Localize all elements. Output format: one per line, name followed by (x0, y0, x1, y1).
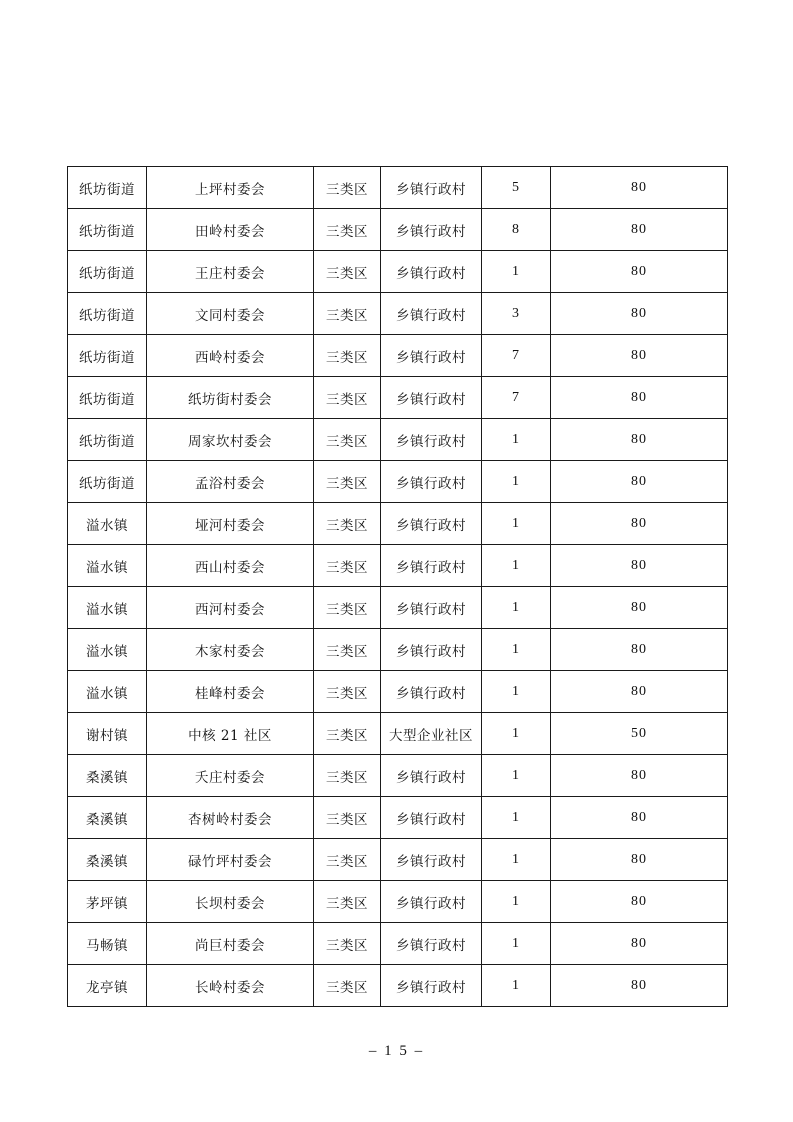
village-cell: 中核 21 社区 (147, 713, 314, 755)
table-row (68, 965, 728, 1007)
village-cell: 垭河村委会 (147, 503, 314, 545)
town-cell: 纸坊街道 (68, 419, 147, 461)
table-row (68, 419, 728, 461)
amount-cell: 80 (551, 629, 728, 671)
town-cell: 纸坊街道 (68, 293, 147, 335)
count-cell: 1 (482, 629, 551, 671)
town-cell: 纸坊街道 (68, 335, 147, 377)
type-cell: 乡镇行政村 (381, 335, 482, 377)
town-cell: 桑溪镇 (68, 839, 147, 881)
village-cell: 文同村委会 (147, 293, 314, 335)
amount-cell: 80 (551, 167, 728, 209)
table-row (68, 587, 728, 629)
table-row (68, 881, 728, 923)
town-cell: 纸坊街道 (68, 209, 147, 251)
town-cell: 桑溪镇 (68, 797, 147, 839)
category-cell: 三类区 (314, 167, 381, 209)
table-row (68, 167, 728, 209)
count-cell: 1 (482, 545, 551, 587)
count-cell: 7 (482, 377, 551, 419)
table-row (68, 629, 728, 671)
type-cell: 乡镇行政村 (381, 587, 482, 629)
town-cell: 纸坊街道 (68, 167, 147, 209)
table-row (68, 461, 728, 503)
count-cell: 1 (482, 755, 551, 797)
count-cell: 8 (482, 209, 551, 251)
category-cell: 三类区 (314, 587, 381, 629)
table-row (68, 209, 728, 251)
town-cell: 纸坊街道 (68, 251, 147, 293)
count-cell: 1 (482, 797, 551, 839)
type-cell: 乡镇行政村 (381, 629, 482, 671)
data-table (67, 166, 728, 1007)
amount-cell: 80 (551, 587, 728, 629)
table-row (68, 251, 728, 293)
table-row (68, 545, 728, 587)
table-row (68, 713, 728, 755)
category-cell: 三类区 (314, 293, 381, 335)
category-cell: 三类区 (314, 965, 381, 1007)
category-cell: 三类区 (314, 461, 381, 503)
amount-cell: 80 (551, 965, 728, 1007)
village-cell: 长坝村委会 (147, 881, 314, 923)
type-cell: 乡镇行政村 (381, 671, 482, 713)
category-cell: 三类区 (314, 839, 381, 881)
count-cell: 1 (482, 461, 551, 503)
village-cell: 木家村委会 (147, 629, 314, 671)
amount-cell: 80 (551, 755, 728, 797)
village-cell: 西岭村委会 (147, 335, 314, 377)
type-cell: 乡镇行政村 (381, 797, 482, 839)
village-cell: 西山村委会 (147, 545, 314, 587)
amount-cell: 80 (551, 797, 728, 839)
count-cell: 1 (482, 713, 551, 755)
count-cell: 1 (482, 251, 551, 293)
type-cell: 乡镇行政村 (381, 377, 482, 419)
category-cell: 三类区 (314, 713, 381, 755)
category-cell: 三类区 (314, 881, 381, 923)
amount-cell: 80 (551, 377, 728, 419)
village-cell: 长岭村委会 (147, 965, 314, 1007)
type-cell: 大型企业社区 (381, 713, 482, 755)
category-cell: 三类区 (314, 503, 381, 545)
village-cell: 西河村委会 (147, 587, 314, 629)
town-cell: 龙亭镇 (68, 965, 147, 1007)
category-cell: 三类区 (314, 251, 381, 293)
village-cell: 杏树岭村委会 (147, 797, 314, 839)
category-cell: 三类区 (314, 629, 381, 671)
count-cell: 5 (482, 167, 551, 209)
type-cell: 乡镇行政村 (381, 839, 482, 881)
village-cell: 桂峰村委会 (147, 671, 314, 713)
amount-cell: 80 (551, 881, 728, 923)
category-cell: 三类区 (314, 419, 381, 461)
town-cell: 溢水镇 (68, 629, 147, 671)
table-row (68, 503, 728, 545)
type-cell: 乡镇行政村 (381, 251, 482, 293)
table-row (68, 923, 728, 965)
amount-cell: 80 (551, 839, 728, 881)
type-cell: 乡镇行政村 (381, 293, 482, 335)
count-cell: 1 (482, 587, 551, 629)
category-cell: 三类区 (314, 923, 381, 965)
table-row (68, 335, 728, 377)
amount-cell: 80 (551, 923, 728, 965)
village-cell: 夭庄村委会 (147, 755, 314, 797)
village-cell: 纸坊街村委会 (147, 377, 314, 419)
town-cell: 桑溪镇 (68, 755, 147, 797)
village-cell: 碌竹坪村委会 (147, 839, 314, 881)
category-cell: 三类区 (314, 545, 381, 587)
count-cell: 1 (482, 881, 551, 923)
town-cell: 溢水镇 (68, 545, 147, 587)
page-number: – 1 5 – (368, 1043, 425, 1059)
count-cell: 1 (482, 503, 551, 545)
table-row (68, 293, 728, 335)
type-cell: 乡镇行政村 (381, 545, 482, 587)
table-row (68, 377, 728, 419)
type-cell: 乡镇行政村 (381, 755, 482, 797)
count-cell: 1 (482, 419, 551, 461)
count-cell: 1 (482, 965, 551, 1007)
amount-cell: 80 (551, 671, 728, 713)
town-cell: 马畅镇 (68, 923, 147, 965)
town-cell: 纸坊街道 (68, 461, 147, 503)
type-cell: 乡镇行政村 (381, 209, 482, 251)
town-cell: 溢水镇 (68, 503, 147, 545)
category-cell: 三类区 (314, 335, 381, 377)
category-cell: 三类区 (314, 755, 381, 797)
amount-cell: 80 (551, 209, 728, 251)
table-row (68, 755, 728, 797)
amount-cell: 80 (551, 293, 728, 335)
town-cell: 溢水镇 (68, 671, 147, 713)
amount-cell: 80 (551, 545, 728, 587)
type-cell: 乡镇行政村 (381, 167, 482, 209)
type-cell: 乡镇行政村 (381, 503, 482, 545)
table-body (68, 167, 728, 1007)
type-cell: 乡镇行政村 (381, 965, 482, 1007)
town-cell: 纸坊街道 (68, 377, 147, 419)
category-cell: 三类区 (314, 671, 381, 713)
village-cell: 上坪村委会 (147, 167, 314, 209)
village-cell: 田岭村委会 (147, 209, 314, 251)
type-cell: 乡镇行政村 (381, 461, 482, 503)
category-cell: 三类区 (314, 209, 381, 251)
village-cell: 周家坎村委会 (147, 419, 314, 461)
amount-cell: 80 (551, 419, 728, 461)
type-cell: 乡镇行政村 (381, 923, 482, 965)
town-cell: 溢水镇 (68, 587, 147, 629)
count-cell: 3 (482, 293, 551, 335)
count-cell: 1 (482, 839, 551, 881)
type-cell: 乡镇行政村 (381, 881, 482, 923)
table-row (68, 839, 728, 881)
town-cell: 谢村镇 (68, 713, 147, 755)
amount-cell: 50 (551, 713, 728, 755)
amount-cell: 80 (551, 503, 728, 545)
amount-cell: 80 (551, 251, 728, 293)
table-row (68, 797, 728, 839)
town-cell: 茅坪镇 (68, 881, 147, 923)
count-cell: 7 (482, 335, 551, 377)
category-cell: 三类区 (314, 377, 381, 419)
village-cell: 王庄村委会 (147, 251, 314, 293)
amount-cell: 80 (551, 335, 728, 377)
table-row (68, 671, 728, 713)
count-cell: 1 (482, 671, 551, 713)
village-cell: 孟浴村委会 (147, 461, 314, 503)
count-cell: 1 (482, 923, 551, 965)
village-cell: 尚巨村委会 (147, 923, 314, 965)
type-cell: 乡镇行政村 (381, 419, 482, 461)
category-cell: 三类区 (314, 797, 381, 839)
amount-cell: 80 (551, 461, 728, 503)
